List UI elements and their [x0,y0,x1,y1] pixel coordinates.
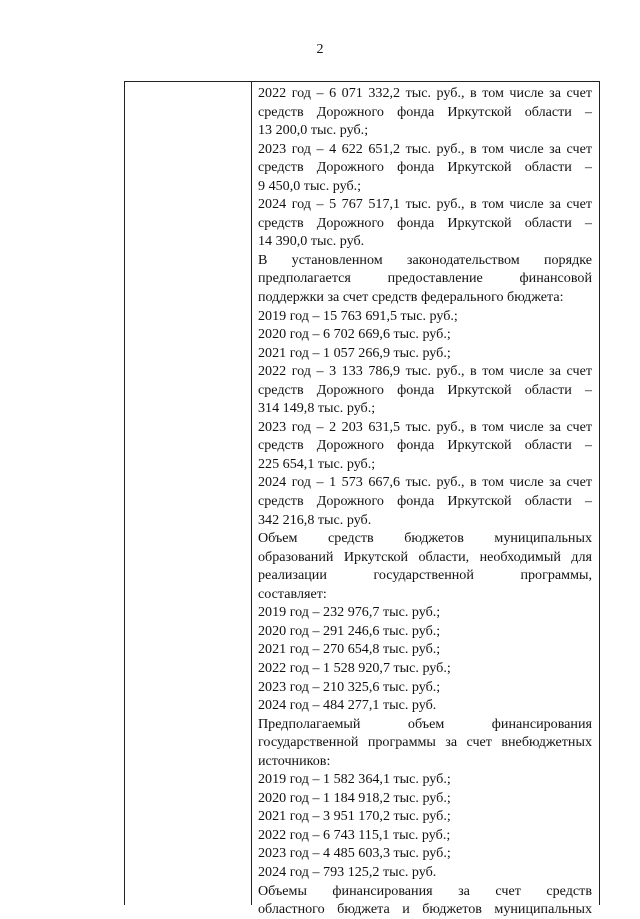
page-number: 2 [316,42,324,57]
text-line: 2019 год – 15 763 691,5 тыс. руб.; [258,307,458,324]
text-line: средств Дорожного фонда Иркутской области – [258,103,592,120]
text-line: В установленном законодательством порядке [258,251,592,268]
text-line: 2024 год – 484 277,1 тыс. руб. [258,697,437,714]
text-line: предполагается предоставление финансовой [258,270,592,287]
text-line: средств Дорожного фонда Иркутской области – [258,381,592,398]
text-line: 2020 год – 6 702 669,6 тыс. руб.; [258,326,451,343]
text-line: 342 216,8 тыс. руб. [258,511,372,528]
text-line: 2021 год – 3 951 170,2 тыс. руб.; [258,808,451,825]
text-line: 2024 год – 5 767 517,1 тыс. руб., в том числе за счет [258,196,592,213]
text-line: средств Дорожного фонда Иркутской области – [258,214,592,231]
text-line: 9 450,0 тыс. руб.; [258,177,362,194]
text-line: 2024 год – 1 573 667,6 тыс. руб., в том числе за счет [258,474,592,491]
program-table [124,81,600,918]
text-line: 2023 год – 4 485 603,3 тыс. руб.; [258,845,451,862]
text-line: средств Дорожного фонда Иркутской области – [258,493,592,510]
text-line: 2023 год – 210 325,6 тыс. руб.; [258,678,441,695]
text-line: 2021 год – 270 654,8 тыс. руб.; [258,641,441,658]
text-line: 314 149,8 тыс. руб.; [258,400,376,417]
text-line: 2022 год – 6 743 115,1 тыс. руб.; [258,826,451,843]
text-line: Объемы финансирования за счет средств [258,882,592,899]
text-line: составляет: [258,585,327,602]
text-line: областного бюджета и бюджетов муниципальных [258,901,592,918]
text-line: 2020 год – 291 246,6 тыс. руб.; [258,622,441,639]
text-line: 2023 год – 4 622 651,2 тыс. руб., в том числе за счет [258,140,592,157]
text-line: 13 200,0 тыс. руб.; [258,122,369,139]
text-line: 2022 год – 3 133 786,9 тыс. руб., в том числе за счет [258,363,592,380]
text-line: Объем средств бюджетов муниципальных [258,530,592,547]
text-line: средств Дорожного фонда Иркутской области – [258,437,592,454]
table-label-cell [125,82,252,905]
text-line: поддержки за счет средств федерального бюджета: [258,289,564,306]
text-line: 225 654,1 тыс. руб.; [258,455,376,472]
text-line: 2019 год – 232 976,7 тыс. руб.; [258,604,441,621]
text-line: 2021 год – 1 057 266,9 тыс. руб.; [258,344,451,361]
table-content-cell [258,84,592,919]
text-line: Предполагаемый объем финансирования [258,715,592,732]
text-line: образований Иркутской области, необходимый для [258,548,592,565]
text-line: 2020 год – 1 184 918,2 тыс. руб.; [258,789,451,806]
text-line: 14 390,0 тыс. руб. [258,233,365,250]
text-line: 2024 год – 793 125,2 тыс. руб. [258,863,437,880]
text-line: 2023 год – 2 203 631,5 тыс. руб., в том числе за счет [258,418,592,435]
text-line: 2022 год – 6 071 332,2 тыс. руб., в том числе за счет [258,85,592,101]
text-line: государственной программы за счет внебюджетных [258,734,592,751]
text-line: 2022 год – 1 528 920,7 тыс. руб.; [258,659,451,676]
text-line: источников: [258,752,331,769]
text-line: средств Дорожного фонда Иркутской области – [258,159,592,176]
text-line: 2019 год – 1 582 364,1 тыс. руб.; [258,771,451,788]
text-line: реализации государственной программы, [258,567,592,584]
